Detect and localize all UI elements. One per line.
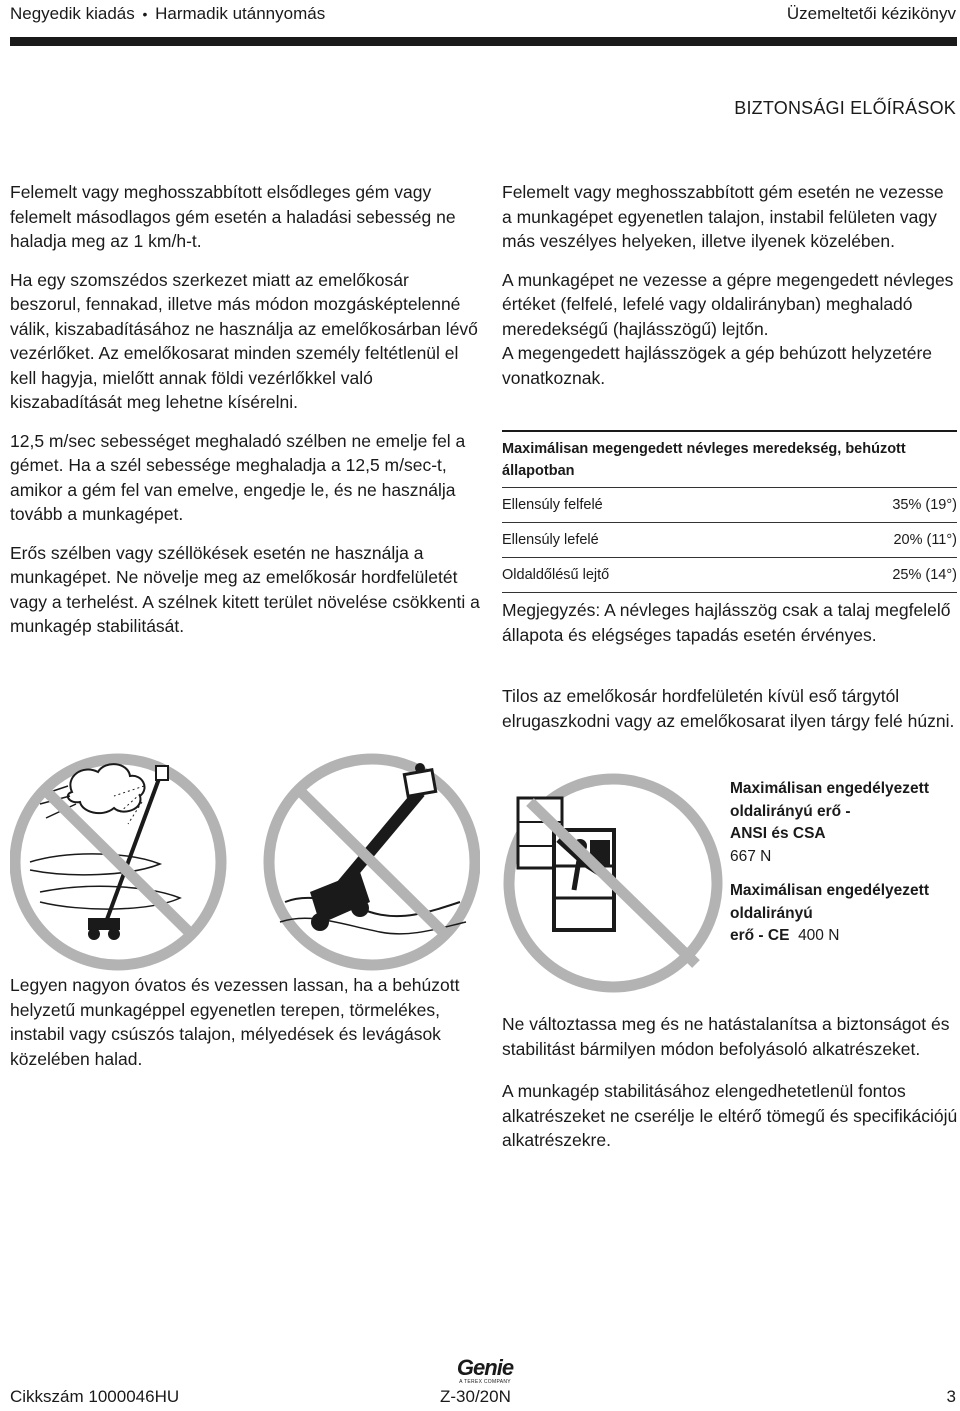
right-column-top — [502, 180, 958, 390]
slope-note: Megjegyzés: A névleges hajlásszög csak a talaj megfelelő állapota és elégséges tapadás esetén érvényes. — [502, 600, 951, 645]
ansi-value: 667 N — [730, 847, 772, 865]
row-label: Ellensúly lefelé — [502, 532, 599, 548]
logo-brand: Genie — [456, 1355, 514, 1380]
footer-page-number: 3 — [946, 1387, 956, 1406]
left-paragraph-5: Legyen nagyon óvatos és vezessen lassan, ha a behúzott helyzetű munkagéppel egyenetlen terepen, törmelékes, instabil vagy csúszós talajon, mélyedések és levágások közelében halad. — [10, 975, 460, 1069]
table-bottom-rule — [502, 592, 957, 593]
header-manual-title: Üzemeltetői kézikönyv — [786, 4, 956, 23]
footer-model: Z-30/20N — [440, 1387, 511, 1406]
ce-value: 400 N — [798, 927, 840, 944]
edition-text: Negyedik kiadás — [10, 4, 135, 23]
row-label: Oldaldőlésű lejtő — [502, 567, 610, 583]
right-paragraph-1: Felemelt vagy meghosszabbított gém esetén ne vezesse a munkagépet egyenetlen talajon, instabil felületen vagy más veszélyes helyeken, illetve ilyenek közelében. — [502, 182, 944, 251]
ansi-label-1: Maximálisan engedélyezett oldalirányú erő - — [730, 780, 929, 820]
header-edition — [10, 4, 325, 24]
ce-label-1: Maximálisan engedélyezett oldalirányú — [730, 882, 929, 922]
section-title: BIZTONSÁGI ELŐÍRÁSOK — [734, 98, 956, 118]
left-paragraph-2: Ha egy szomszédos szerkezet miatt az emelőkosár beszorul, fennakad, illetve más módon mozgásképtelenné válik, kiszabadításához ne használja az emelőkosárban lévő vezérlőket. Az emelőkosarat minden személy feltétlenül el kell hagyja, mielőtt annak földi vezérlőkkel való kiszabadítását meg lehetne kísérelni. — [10, 269, 478, 412]
ce-label-2: erő - CE — [730, 927, 790, 944]
slope-table — [502, 430, 957, 593]
left-paragraph-1: Felemelt vagy meghosszabbított elsődleges gém vagy felemelt másodlagos gém esetén a haladási sebesség ne haladja meg az 1 km/h-t. — [10, 182, 456, 251]
left-column — [10, 180, 480, 639]
lateral-force-box — [730, 778, 958, 948]
logo-tagline: A TEREX COMPANY — [459, 1379, 511, 1385]
right-paragraph-2a: A munkagépet ne vezesse a gépre megengedett névleges értéket (felfelé, lefelé vagy oldalirányban) meghaladó meredekségű (hajlásszögű) lejtőn. — [502, 269, 954, 339]
right-paragraph-2b: A megengedett hajlásszögek a gép behúzott helyzetére vonatkoznak. — [502, 343, 933, 388]
right-paragraph-5: A munkagép stabilitásához elengedhetetlenül fontos alkatrészeket ne cserélje le eltérő tömegű és specifikációjú alkatrészekre. — [502, 1081, 958, 1150]
right-column-bottom — [502, 1012, 958, 1153]
row-value: 25% (14°) — [892, 567, 957, 583]
wind-prohibited-icon — [15, 759, 221, 965]
row-label: Ellensúly felfelé — [502, 497, 603, 513]
table-heading: Maximálisan megengedett névleges meredekség, behúzott állapotban — [502, 441, 906, 479]
left-paragraph-3: 12,5 m/sec sebességet meghaladó szélben ne emelje fel a gémet. Ha a szél sebessége meghaladja a 12,5 m/sec-t, amikor a gém fel van emelve, engedje le, és ne használja tovább a munkagépet. — [10, 430, 466, 524]
left-paragraph-4: Erős szélben vagy széllökések esetén ne használja a munkagépet. Ne növelje meg az emelőkosár hordfelületét vagy a terhelést. A szélnek kitett terület növelése csökkenti a munkagép stabilitását. — [10, 542, 480, 636]
row-value: 20% (11°) — [893, 532, 957, 548]
footer-part-number: Cikkszám 1000046HU — [10, 1387, 180, 1406]
table-row — [502, 558, 957, 592]
header-rule — [10, 37, 957, 46]
row-value: 35% (19°) — [892, 497, 957, 513]
printing-text: Harmadik utánnyomás — [155, 4, 326, 23]
prohibited-illustrations-left — [10, 752, 480, 972]
lateral-force-prohibited-icon — [500, 770, 726, 996]
ansi-label-2: ANSI és CSA — [730, 825, 826, 842]
genie-logo — [448, 1357, 522, 1385]
slope-prohibited-icon — [269, 759, 475, 965]
bullet-separator: • — [142, 6, 148, 22]
table-row — [502, 488, 957, 522]
table-row — [502, 523, 957, 557]
right-paragraph-3: Tilos az emelőkosár hordfelületén kívül eső tárgytól elrugaszkodni vagy az emelőkosarat ilyen tárgy felé húzni. — [502, 686, 955, 731]
right-paragraph-4: Ne változtassa meg és ne hatástalanítsa a biztonságot és stabilitást bármilyen módon befolyásoló alkatrészeket. — [502, 1014, 950, 1059]
